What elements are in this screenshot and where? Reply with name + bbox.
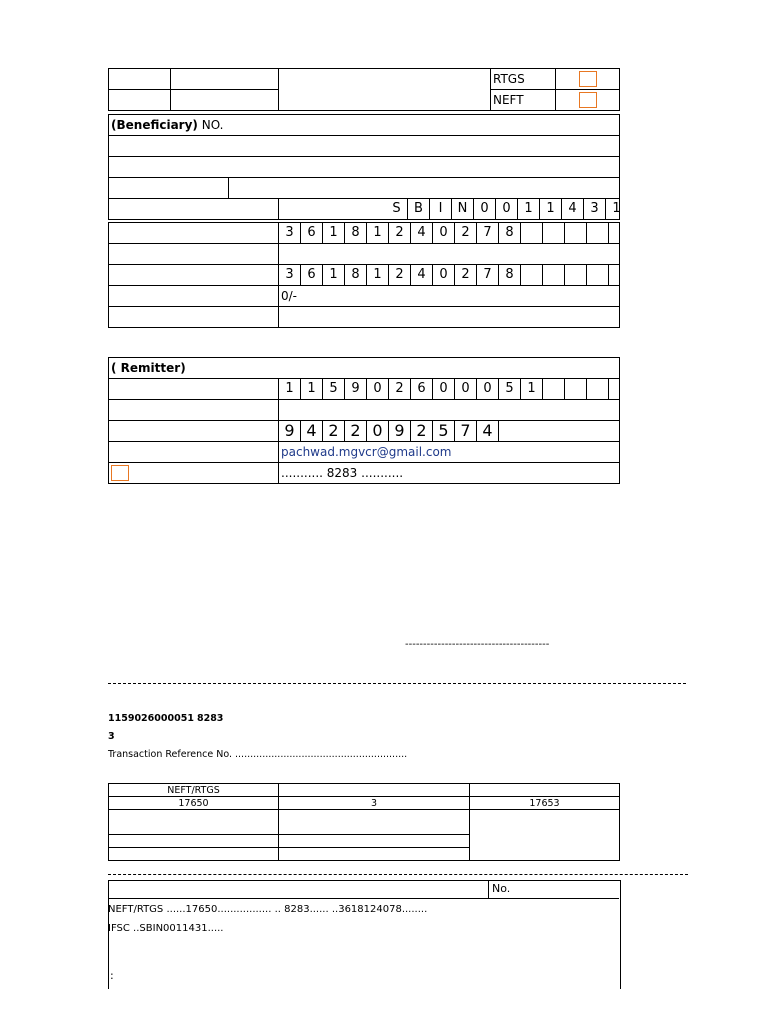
rtgs-checkbox[interactable] <box>579 71 597 87</box>
mobile-digit: 9 <box>279 421 301 441</box>
receipt-paragraph: NEFT/RTGS ......17650................. .. 8283...... ..3618124078........ IFSC ..SBIN0011431..... <box>108 904 428 934</box>
ifsc-digit: 1 <box>612 201 621 216</box>
charges-head-amount: NEFT/RTGS <box>109 784 279 797</box>
charges-table <box>108 783 620 861</box>
ifsc-digit: S <box>386 199 408 219</box>
account-digit: 3 <box>279 223 301 243</box>
beneficiary-account-label <box>109 223 279 244</box>
header-table <box>108 68 620 111</box>
account-confirm-boxes[interactable] <box>279 265 619 285</box>
mobile-digit: 4 <box>477 421 499 441</box>
account-digit: 4 <box>411 223 433 243</box>
mobile-digit: 7 <box>455 421 477 441</box>
ifsc-label <box>109 199 279 220</box>
mobile-boxes[interactable] <box>279 421 619 441</box>
account-digit: 1 <box>279 379 301 399</box>
receipt-divider <box>488 898 619 899</box>
account-holder-label <box>279 69 491 111</box>
mobile-digit: 0 <box>367 421 389 441</box>
amount-label <box>109 286 279 307</box>
account-digit: 2 <box>455 223 477 243</box>
account-digit: 2 <box>389 223 411 243</box>
ifsc-digit: N <box>452 199 474 219</box>
mobile-digit: 4 <box>301 421 323 441</box>
beneficiary-account-boxes[interactable] <box>279 223 619 243</box>
account-digit: 8 <box>499 265 521 285</box>
office-remitter-account: 1159026000051 <box>108 713 194 724</box>
branch-value[interactable] <box>171 69 279 90</box>
charges-commission: 3 <box>279 797 470 810</box>
account-type-value[interactable] <box>279 244 620 265</box>
account-digit: 1 <box>367 223 389 243</box>
account-digit: 1 <box>521 379 543 399</box>
amount-value[interactable]: 0/- <box>279 286 620 307</box>
city-label <box>109 178 229 199</box>
sign-label-1 <box>109 835 279 848</box>
mobile-digit: 2 <box>411 421 433 441</box>
beneficiary-bank-row[interactable] <box>109 157 620 178</box>
rtgs-label: RTGS <box>491 69 556 90</box>
mobile-digit: 2 <box>323 421 345 441</box>
bank-title <box>108 26 620 52</box>
ifsc-digit: 1 <box>518 199 540 219</box>
account-digit: 3 <box>279 265 301 285</box>
remitter-table <box>108 357 620 484</box>
account-digit: 0 <box>455 379 477 399</box>
email-label <box>109 442 279 463</box>
beneficiary-no-label: NO. <box>201 118 224 132</box>
signature-line: ---------------------------------------- <box>405 639 550 650</box>
receipt-ifsc: SBIN0011431 <box>139 923 208 934</box>
receipt-account: 3618124078 <box>338 904 402 915</box>
beneficiary-table <box>108 114 620 220</box>
office-charge-value: 3 <box>108 731 115 742</box>
account-digit: 8 <box>499 223 521 243</box>
remitter-name-value[interactable] <box>279 400 620 421</box>
account-digit: 8 <box>345 265 367 285</box>
account-digit: 0 <box>477 379 499 399</box>
date-value[interactable] <box>171 90 279 111</box>
ifsc-digit: B <box>408 199 430 219</box>
cheque-no-text[interactable]: ........... 8283 ........... <box>279 463 620 484</box>
ifsc-digit: 4 <box>562 199 584 219</box>
account-digit: 6 <box>301 223 323 243</box>
beneficiary-account-table <box>108 222 620 328</box>
ifsc-digit: I <box>430 199 452 219</box>
remitter-name-label <box>109 400 279 421</box>
ifsc-digit: 0 <box>496 199 518 219</box>
mobile-digit: 9 <box>389 421 411 441</box>
neft-label: NEFT <box>491 90 556 111</box>
charges-head-total <box>470 784 620 797</box>
account-digit: 0 <box>433 265 455 285</box>
account-confirm-label <box>109 265 279 286</box>
mobile-digit: 2 <box>345 421 367 441</box>
account-digit: 4 <box>411 265 433 285</box>
receipt-amount: 17650 <box>185 904 218 915</box>
account-digit: 6 <box>411 379 433 399</box>
mobile-label <box>109 421 279 442</box>
receipt-no-label: No. <box>492 882 511 895</box>
cut-line <box>108 683 686 684</box>
ifsc-digit: 3 <box>584 199 606 219</box>
account-digit: 1 <box>323 223 345 243</box>
account-digit: 1 <box>323 265 345 285</box>
remitter-account-boxes[interactable] <box>279 379 619 399</box>
remitter-account-label <box>109 379 279 400</box>
office-paragraph: 1159026000051 8283 3 Transaction Reference No. ......................................................... <box>108 713 408 760</box>
date-label <box>109 90 171 111</box>
ifsc-digit: 1 <box>540 199 562 219</box>
account-digit: 2 <box>455 265 477 285</box>
amount-words-label <box>109 307 279 328</box>
account-digit: 0 <box>433 379 455 399</box>
branch-label <box>109 69 171 90</box>
amount-words-value[interactable] <box>279 307 620 328</box>
account-digit: 6 <box>301 265 323 285</box>
account-digit: 0 <box>433 223 455 243</box>
mobile-digit: 5 <box>433 421 455 441</box>
account-digit: 2 <box>389 379 411 399</box>
account-digit: 8 <box>345 223 367 243</box>
account-digit: 5 <box>323 379 345 399</box>
cheque-cell <box>109 463 279 484</box>
ifsc-code-boxes[interactable] <box>279 199 619 219</box>
account-digit: 2 <box>389 265 411 285</box>
sign-sub-1 <box>109 848 279 861</box>
ifsc-digit: 0 <box>474 199 496 219</box>
account-digit: 7 <box>477 223 499 243</box>
sign-label-2 <box>279 835 470 848</box>
account-digit: 1 <box>367 265 389 285</box>
email-value[interactable]: pachwad.mgvcr@gmail.com <box>279 442 620 463</box>
receipt-cheque-no: 8283 <box>284 904 310 915</box>
remitter-section-head: ( Remitter) <box>109 358 620 379</box>
form-subtitle <box>108 52 620 66</box>
sign-sub-2 <box>279 848 470 861</box>
cheque-checkbox[interactable] <box>111 465 129 481</box>
beneficiary-section-head: (Beneficiary) NO. <box>109 115 620 136</box>
charges-head-commission <box>279 784 470 797</box>
beneficiary-name-row[interactable] <box>109 136 620 157</box>
cut-line-2 <box>108 874 688 875</box>
receipt-heading <box>108 880 489 899</box>
charges-amount: 17650 <box>109 797 279 810</box>
receipt-date-label: : <box>110 969 114 982</box>
account-digit: 7 <box>477 265 499 285</box>
city-value[interactable] <box>229 178 620 199</box>
account-digit: 9 <box>345 379 367 399</box>
account-digit: 5 <box>499 379 521 399</box>
account-type-label <box>109 244 279 265</box>
charges-total: 17653 <box>470 797 620 810</box>
neft-checkbox[interactable] <box>579 92 597 108</box>
account-digit: 0 <box>367 379 389 399</box>
account-digit: 1 <box>301 379 323 399</box>
office-cheque-no: 8283 <box>196 713 224 724</box>
